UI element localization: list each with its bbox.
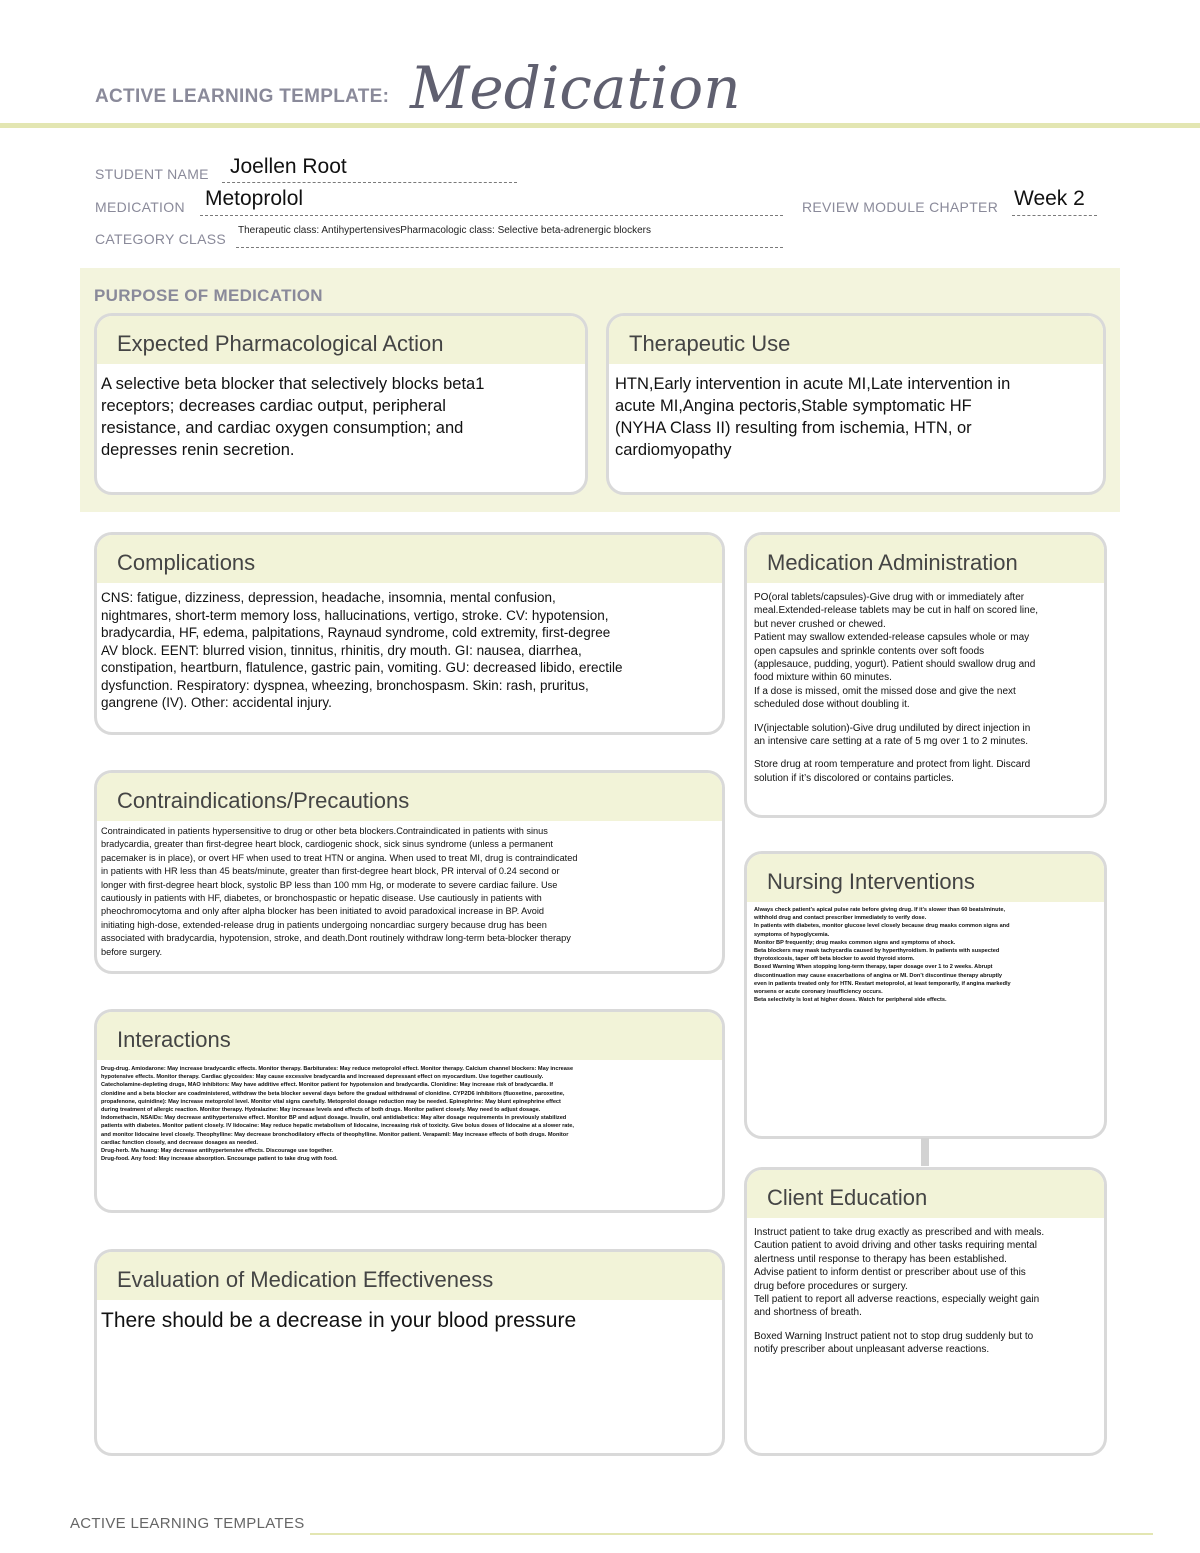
text-line: acute MI,Angina pectoris,Stable symptomatic HF (615, 397, 972, 415)
text-line: pacemaker is in place), or overt HF when used to treat HTN or angina. When used to treat MI, drug is contraindicated (101, 852, 578, 863)
review-module-value[interactable]: Week 2 (1014, 187, 1085, 210)
template-label: ACTIVE LEARNING TEMPLATE: (95, 86, 390, 107)
student-name-line (222, 182, 517, 183)
complications-heading: Complications (97, 535, 722, 583)
text-line: nightmares, short-term memory loss, hallucinations, vertigo, stroke. CV: hypotension, (101, 607, 609, 623)
therapeutic-use-heading: Therapeutic Use (609, 316, 1103, 364)
text-line: patients with diabetes. Monitor patient closely. IV lidocaine: May reduce hepatic metabolism of lidocaine, increasing risk of toxicity. Give bolus doses of lidocaine at a slower rate, (101, 1123, 574, 1130)
text-line: A selective beta blocker that selectively blocks beta1 (101, 375, 485, 393)
text-line: (NYHA Class II) resulting from ischemia, HTN, or (615, 419, 972, 437)
text-line: cardiomyopathy (615, 441, 732, 459)
text-line: receptors; decreases cardiac output, peripheral (101, 397, 446, 415)
medication-administration-heading: Medication Administration (747, 535, 1104, 583)
category-class-value[interactable]: Therapeutic class: AntihypertensivesPharmacologic class: Selective beta-adrenergic blockers (238, 225, 651, 236)
text-line: Drug-drug. Amiodarone: May increase bradycardic effects. Monitor therapy. Barbiturates: May reduce metoprolol effect. Monitor therapy. Calcium channel blockers: May increase (101, 1066, 574, 1072)
therapeutic-use-body[interactable] (609, 364, 1103, 461)
text-line: Patient may swallow extended-release capsules whole or may (754, 632, 1030, 644)
review-module-label: REVIEW MODULE CHAPTER (802, 199, 999, 215)
contraindications-body[interactable] (97, 821, 722, 959)
text-line: cardiac function closely, and decrease dosages as needed. (101, 1139, 258, 1146)
text-line: Always check patient's apical pulse rate before giving drug. If it's slower than 60 beats/minute, (754, 907, 1006, 913)
client-education-heading: Client Education (747, 1170, 1104, 1218)
review-module-line (1012, 215, 1097, 216)
paragraph-gap (754, 1320, 1100, 1330)
footer-label: ACTIVE LEARNING TEMPLATES (70, 1515, 305, 1532)
text-line: solution if it’s discolored or contains particles. (754, 772, 954, 784)
text-line: associated with bradycardia, hypotension, stroke, and death.Dont routinely withdraw long-term beta-blocker therapy (101, 933, 571, 944)
text-line: but never crushed or chewed. (754, 618, 886, 630)
text-line: worsens or acute coronary insufficiency occurs. (754, 989, 883, 996)
text-line: food mixture within 60 minutes. (754, 672, 892, 684)
text-line: Drug-herb. Ma huang: May decrease antihypertensive effects. Discourage use together. (101, 1148, 333, 1155)
text-line: resistance, and cardiac oxygen consumption; and (101, 419, 464, 437)
text-line: In patients with diabetes, monitor glucose level closely because drug masks common signs and (754, 923, 1010, 930)
text-line: Store drug at room temperature and protect from light. Discard (754, 759, 1031, 771)
text-line: Beta selectivity is lost at higher doses. Watch for peripheral side effects. (754, 997, 947, 1004)
category-class-label: CATEGORY CLASS (95, 231, 227, 247)
student-name-label: STUDENT NAME (95, 166, 209, 182)
text-line: and monitor lidocaine level closely. Theophylline: May decrease bronchodilatory effects of theophylline. Monitor patient. Verapamil: May increase effects of both drugs. Monitor (101, 1131, 569, 1138)
text-line: bradycardia, HF, edema, palpitations, Raynaud syndrome, cold extremity, first-degree (101, 625, 611, 640)
interactions-body[interactable] (97, 1060, 722, 1163)
text-line: cautiously in patients with HF, diabetes, or bronchospastic or hepatic disease. Use cautiously in patients with (101, 893, 542, 904)
expected-action-card (94, 313, 588, 495)
text-line: an intensive care setting at a rate of 5 mg over 1 to 2 minutes. (754, 736, 1029, 748)
text-line: Advise patient to inform dentist or prescriber about use of this (754, 1267, 1026, 1279)
text-line: clonidine and a beta blocker are coadministered, withdraw the beta blocker several days before the gradual withdrawal of clonidine. CYP2D6 inhibitors (fluoxetine, paroxetine, (101, 1090, 565, 1097)
text-line: Instruct patient to take drug exactly as prescribed and with meals. (754, 1227, 1045, 1238)
text-line: during treatment of allergic reaction. Monitor therapy. Hydralazine: May increase levels and effects of both drugs. Monitor patient closely. May need to adjust dosage. (101, 1107, 541, 1114)
text-line: alertness until response to therapy has been established. (754, 1253, 1007, 1265)
text-line: Catecholamine-depleting drugs, MAO inhibitors: May have additive effect. Monitor patient for hypotension and bradycardia. Clonidine: May increase risk of bradycardia. If (101, 1082, 553, 1089)
text-line: discontinuation may cause exacerbations of angina or MI. Don’t discontinue therapy abruptly (754, 972, 1003, 979)
medication-administration-body[interactable] (747, 583, 1104, 785)
text-line: notify prescriber about unpleasant adverse reactions. (754, 1344, 990, 1356)
client-education-card (744, 1167, 1107, 1456)
complications-body[interactable] (97, 583, 722, 712)
text-line: Boxed Warning Instruct patient not to stop drug suddenly but to (754, 1330, 1034, 1342)
text-line: hypotensive effects. Monitor therapy. Cardiac glycosides: May cause excessive bradycardia and increased depressant effect on myocardium. Use together cautiously. (101, 1074, 544, 1081)
text-line: Drug-food. Any food: May increase absorption. Encourage patient to take drug with food. (101, 1156, 338, 1163)
text-line: longer with first-degree heart block, systolic BP less than 100 mm Hg, or moderate to severe cardiac failure. Use (101, 879, 558, 890)
text-line: Indomethacin, NSAIDs: May decrease antihypertensive effect. Monitor BP and adjust dosage. Insulin, oral antidiabetics: May alter dosage requirements in previously stabilized (101, 1115, 567, 1122)
text-line: constipation, heartburn, flatulence, gastric pain, vomiting. GU: decreased libido, erectile (101, 660, 623, 675)
medication-line (200, 215, 783, 216)
text-line: drug before procedures or surgery. (754, 1280, 908, 1292)
text-line: pheochromocytoma and only after alpha blocker has been initiated to avoid paradoxical increase in BP. Avoid (101, 906, 544, 917)
medication-label: MEDICATION (95, 199, 185, 215)
text-line: scheduled dose without doubling it. (754, 699, 910, 711)
text-line: IV(injectable solution)-Give drug undiluted by direct injection in (754, 722, 1031, 734)
text-line: HTN,Early intervention in acute MI,Late intervention in (615, 375, 1011, 393)
header-rule (0, 123, 1200, 128)
evaluation-text: There should be a decrease in your blood pressure (101, 1309, 577, 1332)
text-line: in patients with HR less than 45 beats/minute, greater than first-degree heart block, PR interval of 0.24 second or (101, 866, 560, 877)
paragraph-gap (754, 712, 1100, 722)
text-line: symptoms of hypoglycemia. (754, 931, 830, 938)
text-line: open capsules and sprinkle contents over soft foods (754, 645, 985, 657)
text-line: Monitor BP frequently; drug masks common signs and symptoms of shock. (754, 939, 956, 946)
text-line: propafenone, quinidine): May increase metoprolol level. Monitor vital signs carefully. Metoprolol dosage reduction may be needed. Epinephrine: May blunt epinephrine effect (101, 1098, 561, 1105)
text-line: dysfunction. Respiratory: dyspnea, wheezing, bronchospasm. Skin: rash, pruritus, (101, 677, 589, 693)
page-title: Medication (410, 54, 741, 122)
text-line: withhold drug and contact prescriber immediately to verify dose. (754, 915, 927, 922)
text-line: gangrene (IV). Other: accidental injury. (101, 695, 332, 710)
contraindications-heading: Contraindications/Precautions (97, 773, 722, 821)
text-line: Boxed Warning When stopping long-term therapy, taper dosage over 1 to 2 weeks. Abrupt (754, 964, 993, 971)
student-name-value[interactable]: Joellen Root (230, 155, 347, 178)
paragraph-gap (754, 748, 1100, 758)
evaluation-card (94, 1249, 725, 1456)
text-line: CNS: fatigue, dizziness, depression, headache, insomnia, mental confusion, (101, 590, 556, 605)
text-line: (applesauce, pudding, yogurt). Patient should swallow drug and (754, 659, 1036, 671)
therapeutic-use-card (606, 313, 1106, 495)
medication-value[interactable]: Metoprolol (205, 187, 304, 210)
text-line: thyrotoxicosis, taper off beta blocker to avoid thyroid storm. (754, 956, 915, 963)
text-line: AV block. EENT: blurred vision, tinnitus, rhinitis, dry mouth. GI: nausea, diarrhea, (101, 642, 582, 658)
client-education-body[interactable] (747, 1218, 1104, 1357)
interactions-heading: Interactions (97, 1012, 722, 1060)
evaluation-heading: Evaluation of Medication Effectiveness (97, 1252, 722, 1300)
text-line: initiating high-dose, extended-release drug in patients undergoing noncardiac surgery because drug has been (101, 919, 547, 930)
expected-action-body[interactable] (97, 364, 585, 461)
text-line: depresses renin secretion. (101, 441, 295, 459)
text-line: and shortness of breath. (754, 1307, 862, 1319)
connector-bar (921, 1138, 929, 1166)
text-line: Tell patient to report all adverse reactions, especially weight gain (754, 1294, 1040, 1306)
text-line: PO(oral tablets/capsules)-Give drug with or immediately after (754, 592, 1025, 603)
text-line: Beta blockers may mask tachycardia caused by hyperthyroidism. In patients with suspected (754, 948, 1000, 955)
category-class-line (236, 247, 783, 248)
complications-card (94, 532, 725, 735)
interactions-card (94, 1009, 725, 1213)
nursing-interventions-card (744, 851, 1107, 1139)
text-line: Caution patient to avoid driving and other tasks requiring mental (754, 1240, 1037, 1252)
nursing-interventions-body[interactable] (747, 902, 1104, 1004)
expected-action-heading: Expected Pharmacological Action (97, 316, 585, 364)
contraindications-card (94, 770, 725, 974)
nursing-interventions-heading: Nursing Interventions (747, 854, 1104, 902)
text-line: even in patients treated only for HTN. Restart metoprolol, at least temporarily, if angina markedly (754, 980, 1011, 987)
medication-administration-card (744, 532, 1107, 818)
text-line: If a dose is missed, omit the missed dose and give the next (754, 685, 1016, 697)
text-line: Contraindicated in patients hypersensitive to drug or other beta blockers.Contraindicated in patients with sinus (101, 826, 548, 836)
text-line: bradycardia, greater than first-degree heart block, cardiogenic shock, sick sinus syndrome (unless a permanent (101, 839, 553, 850)
purpose-title: PURPOSE OF MEDICATION (94, 286, 323, 305)
footer-rule (310, 1533, 1153, 1535)
evaluation-body[interactable] (97, 1300, 722, 1334)
text-line: before surgery. (101, 946, 163, 957)
text-line: meal.Extended-release tablets may be cut in half on scored line, (754, 605, 1039, 617)
